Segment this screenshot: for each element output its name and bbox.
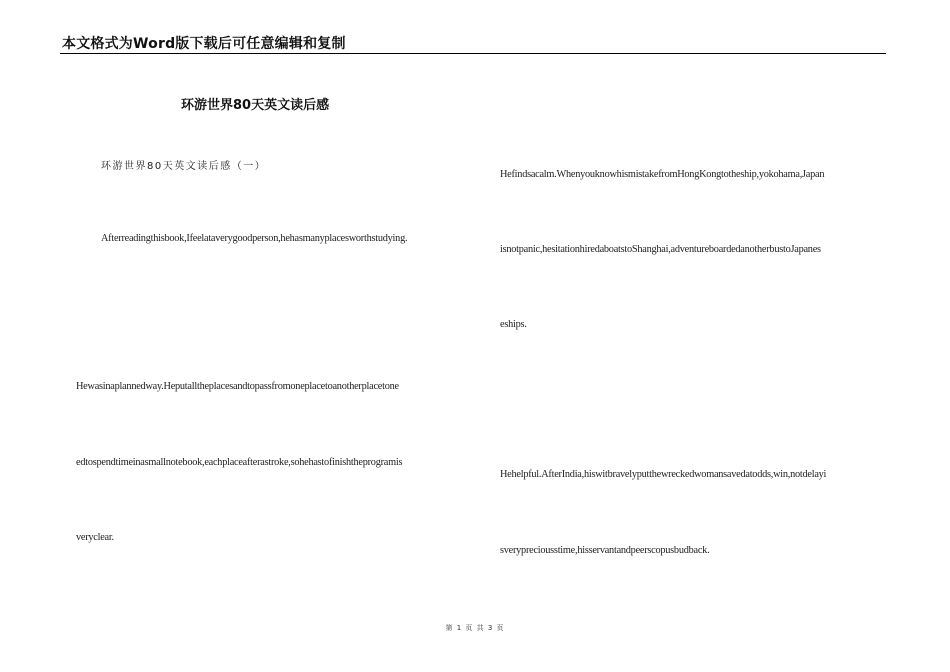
paragraph-line: veryclear. [76,532,114,543]
paragraph-line: Hehelpful.AfterIndia,hiswitbravelyputthewreckedwomansavedatodds,win,notdelayi [500,469,827,480]
paragraph-line: isnotpanic,hesitationhiredaboatstoShanghai,adventureboardedanotherbustoJapanes [500,244,821,255]
paragraph-line: eships. [500,319,527,330]
section-heading: 环游世界80天英文读后感（一） [101,161,267,172]
paragraph-line: sverypreciousstime,hisservantandpeerscopusbudback. [500,545,710,556]
paragraph-line: edtospendtimeinasmallnotebook,eachplaceafterastroke,sohehastofinishtheprogramis [76,457,403,468]
paragraph-line: Hefindsacalm.WhenyouknowhismistakefromHongKongtotheship,yokohama,Japan [500,169,825,180]
header-divider [60,53,886,54]
paragraph-line: Hewasinaplannedway.Heputalltheplacesandtopassfromoneplacetoanotherplacetone [76,381,399,392]
page-number: 第 1 页 共 3 页 [445,624,505,632]
document-header: 本文格式为Word版下载后可任意编辑和复制 [62,36,346,52]
document-title: 环游世界80天英文读后感 [181,98,330,113]
paragraph-line: Afterreadingthisbook,Ifeelataverygoodperson,hehasmanyplacesworthstudying. [101,233,408,244]
